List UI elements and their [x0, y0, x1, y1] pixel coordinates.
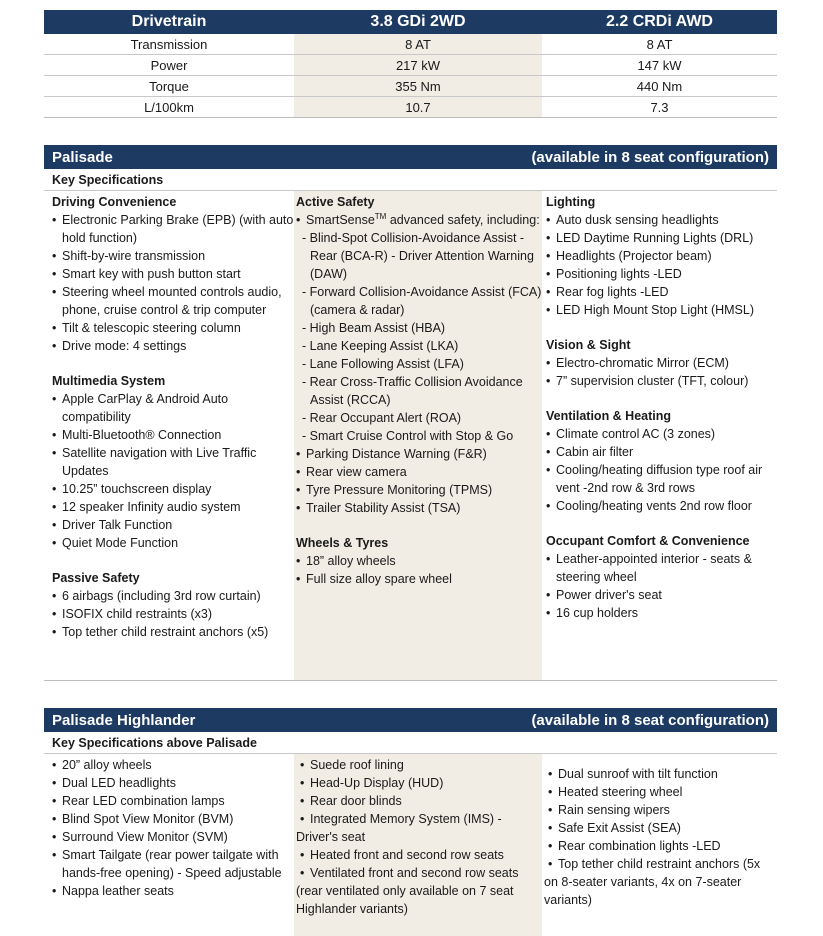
- section-title: Palisade: [52, 148, 113, 166]
- header-crdi: 2.2 CRDi AWD: [606, 13, 713, 30]
- list-item: • Multi-Bluetooth® Connection: [52, 426, 294, 444]
- list-item: • Head-Up Display (HUD): [296, 774, 542, 792]
- list-item: • Electronic Parking Brake (EPB) (with auto hold function): [52, 211, 294, 247]
- spec-column-3: [542, 191, 777, 680]
- list-item: • Full size alloy spare wheel: [296, 570, 542, 588]
- sub-item: - Rear Occupant Alert (ROA): [296, 409, 542, 427]
- list-item: • Rear view camera: [296, 463, 542, 481]
- spec-column-2: [294, 754, 542, 936]
- list-item: • Integrated Memory System (IMS) -: [296, 810, 542, 828]
- list-item: • Blind Spot View Monitor (BVM): [52, 810, 294, 828]
- smartsense-desc: advanced safety, including:: [386, 213, 540, 227]
- list-item: • Shift-by-wire transmission: [52, 247, 294, 265]
- list-item: • Ventilated front and second row seats: [296, 864, 542, 882]
- sub-item: - Blind-Spot Collision-Avoidance Assist -Rear (BCA-R) - Driver Attention Warning (DAW): [296, 229, 542, 283]
- highlander-title-bar: [44, 708, 777, 732]
- header-gdi: 3.8 GDi 2WD: [370, 13, 466, 30]
- list-item: • Trailer Stability Assist (TSA): [296, 499, 542, 517]
- row-label: L/100km: [144, 99, 194, 115]
- list-item: • Electro-chromatic Mirror (ECM): [546, 354, 777, 372]
- header-drivetrain: Drivetrain: [131, 13, 207, 30]
- list-item: • Smart key with push button start: [52, 265, 294, 283]
- table-row: [44, 34, 777, 55]
- sub-item: - Lane Following Assist (LFA): [296, 355, 542, 373]
- list-item: • Top tether child restraint anchors (x5): [52, 623, 294, 641]
- list-item-continuation: on 8-seater variants, 4x on 7-seater variants): [544, 875, 742, 907]
- list-item: • Tilt & telescopic steering column: [52, 319, 294, 337]
- section-availability: (available in 8 seat configuration): [531, 148, 769, 166]
- group-heading: Ventilation & Heating: [546, 409, 672, 423]
- spec-column-3: [542, 754, 777, 936]
- row-value: 8 AT: [294, 34, 542, 54]
- list-item: • Rear door blinds: [296, 792, 542, 810]
- table-row: [44, 55, 777, 76]
- list-item: • Cooling/heating vents 2nd row floor: [546, 497, 777, 515]
- list-item: • 6 airbags (including 3rd row curtain): [52, 587, 294, 605]
- list-item: [296, 211, 542, 229]
- list-item: • Headlights (Projector beam): [546, 247, 777, 265]
- list-item: • 16 cup holders: [546, 604, 777, 622]
- list-item: • Satellite navigation with Live Traffic Updates: [52, 444, 294, 480]
- group-heading: Passive Safety: [52, 571, 140, 585]
- section-availability: (available in 8 seat configuration): [531, 711, 769, 729]
- palisade-title-bar: [44, 145, 777, 169]
- list-item: • Tyre Pressure Monitoring (TPMS): [296, 481, 542, 499]
- highlander-section: [44, 708, 777, 936]
- group-heading: Active Safety: [296, 195, 375, 209]
- row-value: 7.3: [650, 99, 669, 115]
- list-item: • Cooling/heating diffusion type roof air vent -2nd row & 3rd rows: [546, 461, 777, 497]
- row-label: Transmission: [130, 36, 208, 52]
- list-item: • Steering wheel mounted controls audio, phone, cruise control & trip computer: [52, 283, 294, 319]
- list-item: • Driver Talk Function: [52, 516, 294, 534]
- group-heading: Multimedia System: [52, 374, 166, 388]
- list-item: • Dual LED headlights: [52, 774, 294, 792]
- list-item: • 10.25” touchscreen display: [52, 480, 294, 498]
- list-item: • Auto dusk sensing headlights: [546, 211, 777, 229]
- table-row: [44, 76, 777, 97]
- list-item: • 12 speaker Infinity audio system: [52, 498, 294, 516]
- section-subheading: Key Specifications above Palisade: [44, 732, 777, 754]
- row-value: 440 Nm: [636, 78, 683, 94]
- list-item: • Power driver's seat: [546, 586, 777, 604]
- row-value: 8 AT: [646, 36, 673, 52]
- row-label: Torque: [149, 78, 189, 94]
- list-item: • Apple CarPlay & Android Auto compatibility: [52, 390, 294, 426]
- list-item: • Safe Exit Assist (SEA): [544, 819, 777, 837]
- row-label: Power: [150, 57, 188, 73]
- list-item: • ISOFIX child restraints (x3): [52, 605, 294, 623]
- list-item-continuation: Driver's seat: [296, 830, 366, 844]
- spec-column-1: [44, 191, 294, 680]
- list-item: • Rear combination lights -LED: [544, 837, 777, 855]
- list-item: • Dual sunroof with tilt function: [544, 765, 777, 783]
- list-item: • Suede roof lining: [296, 756, 542, 774]
- list-item: • 20” alloy wheels: [52, 756, 294, 774]
- list-item: • Leather-appointed interior - seats & steering wheel: [546, 550, 777, 586]
- list-item: • Top tether child restraint anchors (5x: [544, 855, 777, 873]
- spec-column-2: [294, 191, 542, 680]
- spec-column-1: [44, 754, 294, 936]
- list-item: • Rear LED combination lamps: [52, 792, 294, 810]
- row-value: 10.7: [294, 97, 542, 117]
- drivetrain-table: [44, 10, 777, 118]
- list-item: • Smart Tailgate (rear power tailgate with hands-free opening) - Speed adjustable: [52, 846, 294, 882]
- section-title: Palisade Highlander: [52, 711, 196, 729]
- spec-columns: [44, 754, 777, 936]
- list-item: • Surround View Monitor (SVM): [52, 828, 294, 846]
- list-item: • Drive mode: 4 settings: [52, 337, 294, 355]
- list-item: • LED Daytime Running Lights (DRL): [546, 229, 777, 247]
- list-item: • LED High Mount Stop Light (HMSL): [546, 301, 777, 319]
- group-heading: Vision & Sight: [546, 338, 631, 352]
- list-item: • Rain sensing wipers: [544, 801, 777, 819]
- group-heading: Wheels & Tyres: [296, 536, 389, 550]
- spec-columns: [44, 191, 777, 681]
- list-item: • Cabin air filter: [546, 443, 777, 461]
- smartsense-name: SmartSense: [306, 213, 375, 227]
- group-heading: Occupant Comfort & Convenience: [546, 534, 750, 548]
- list-item: • Heated steering wheel: [544, 783, 777, 801]
- sub-item: - Forward Collision-Avoidance Assist (FCA) (camera & radar): [296, 283, 542, 319]
- list-item: • Parking Distance Warning (F&R): [296, 445, 542, 463]
- row-value: 217 kW: [294, 55, 542, 75]
- sub-item: - Smart Cruise Control with Stop & Go: [296, 427, 542, 445]
- drivetrain-header-row: [44, 10, 777, 34]
- trademark-mark: TM: [374, 211, 387, 221]
- list-item: • Positioning lights -LED: [546, 265, 777, 283]
- list-item: • 18” alloy wheels: [296, 552, 542, 570]
- list-item: • Heated front and second row seats: [296, 846, 542, 864]
- list-item: • Nappa leather seats: [52, 882, 294, 900]
- sub-item: - Rear Cross-Traffic Collision Avoidance Assist (RCCA): [296, 373, 542, 409]
- list-item: • Climate control AC (3 zones): [546, 425, 777, 443]
- group-heading: Driving Convenience: [52, 195, 177, 209]
- list-item: • Quiet Mode Function: [52, 534, 294, 552]
- list-item: • 7” supervision cluster (TFT, colour): [546, 372, 777, 390]
- table-row: [44, 97, 777, 118]
- palisade-section: [44, 145, 777, 681]
- list-item-continuation: (rear ventilated only available on 7 seat Highlander variants): [296, 884, 514, 916]
- row-value: 147 kW: [637, 57, 682, 73]
- group-heading: Lighting: [546, 195, 596, 209]
- list-item: • Rear fog lights -LED: [546, 283, 777, 301]
- row-value: 355 Nm: [294, 76, 542, 96]
- sub-item: - Lane Keeping Assist (LKA): [296, 337, 542, 355]
- section-subheading: Key Specifications: [44, 169, 777, 191]
- sub-item: - High Beam Assist (HBA): [296, 319, 542, 337]
